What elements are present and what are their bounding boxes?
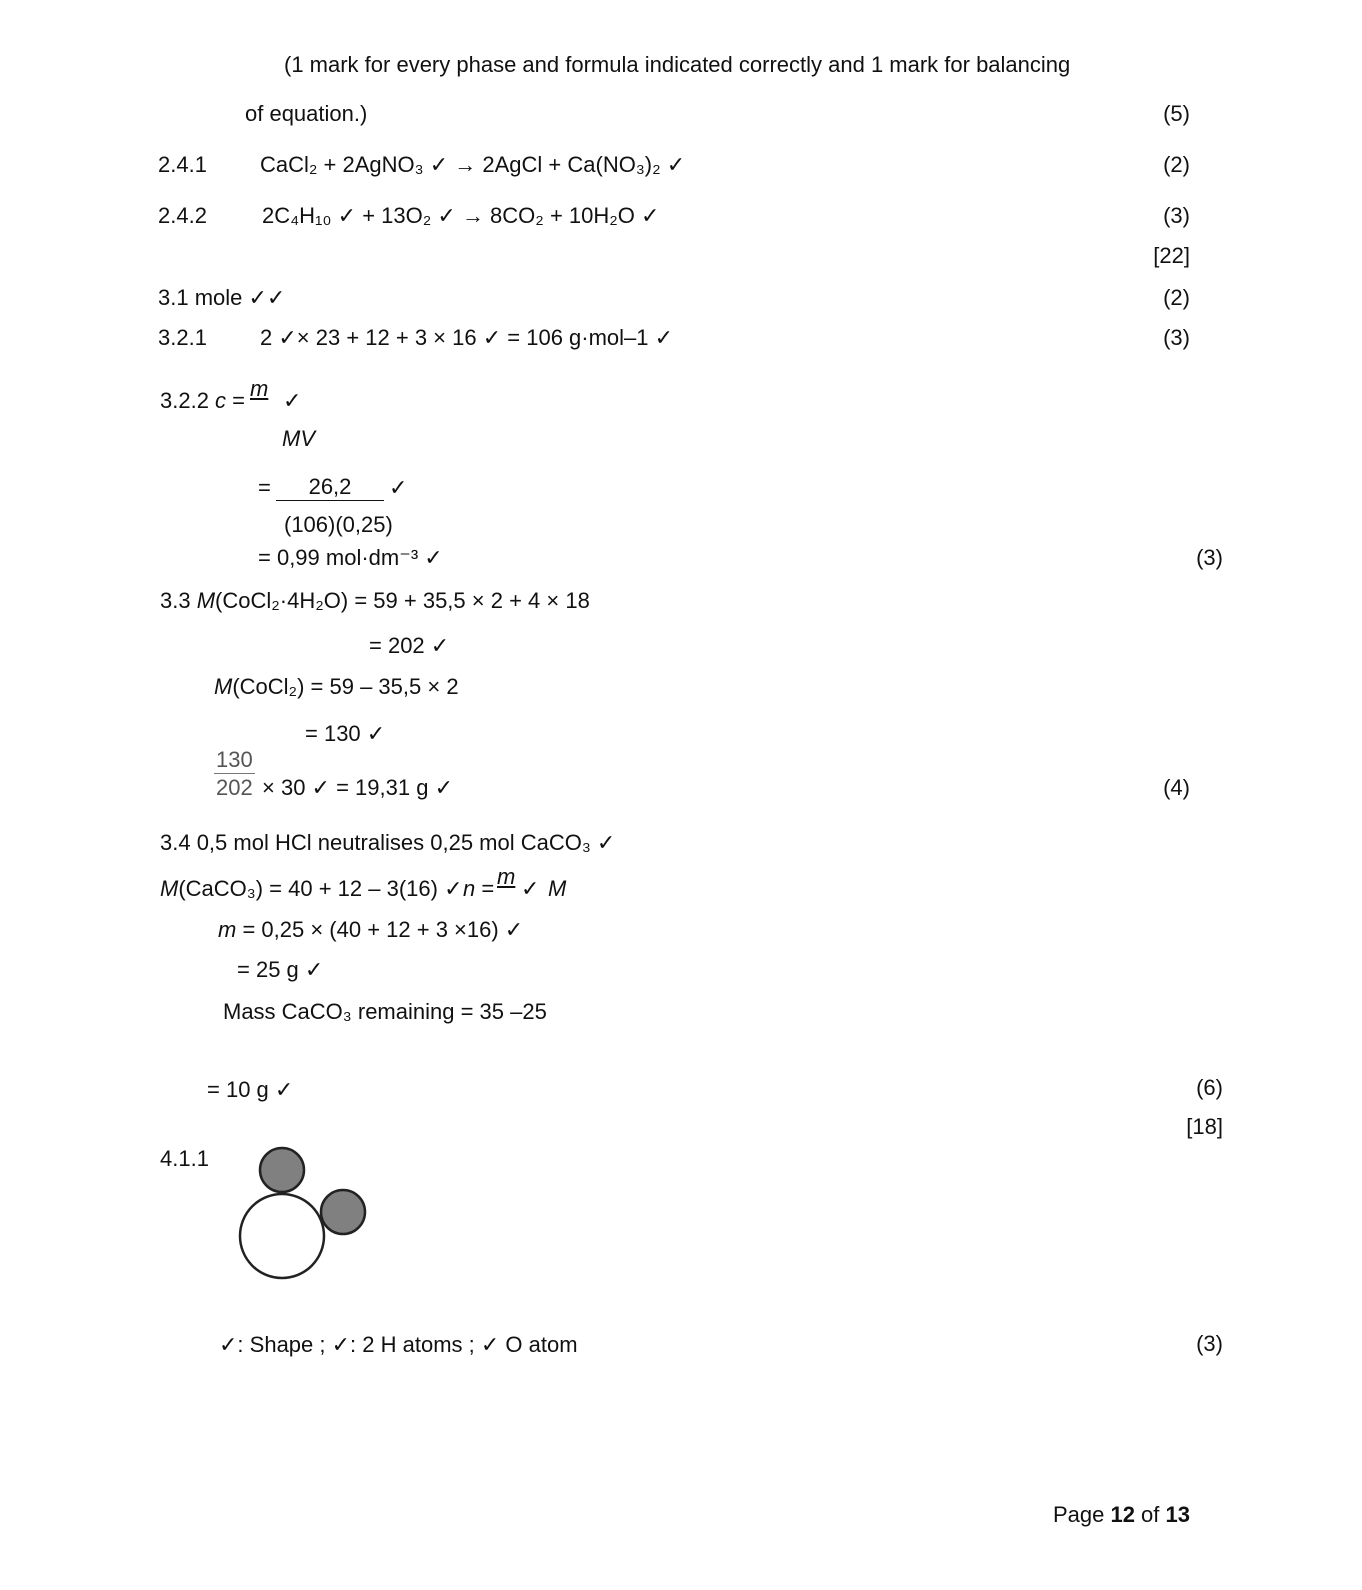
- n-check: ✓: [521, 876, 540, 901]
- answer-3-3-line1: [160, 590, 590, 612]
- var-m-n: m: [497, 864, 516, 889]
- result-3-2-2: = 0,99 mol·dm⁻³ ✓: [258, 545, 443, 570]
- question-label-4-1-1: 4.1.1: [160, 1146, 209, 1171]
- total-question-3: [18]: [1186, 1114, 1223, 1139]
- marks-2-4-2: (3): [1163, 203, 1190, 228]
- answer-3-4-line3: [218, 919, 523, 941]
- oxygen-atom: [240, 1194, 324, 1278]
- var-M-1: M: [196, 588, 216, 613]
- equals-sign: =: [258, 475, 271, 500]
- page-mid: of: [1134, 1502, 1166, 1527]
- rest-3-3-line1: (CoCl₂·4H₂O) = 59 + 35,5 × 2 + 4 × 18: [215, 588, 590, 613]
- answer-3-4-line2: [160, 878, 463, 900]
- marks-3-2-1: (3): [1163, 325, 1190, 350]
- hydrogen-atom-top: [260, 1148, 304, 1192]
- var-M-2: M: [214, 674, 233, 699]
- marks-3-3: (4): [1163, 775, 1190, 800]
- marks-4-1-1: (3): [1196, 1331, 1223, 1356]
- answer-3-3-line5: × 30 ✓ = 19,31 g ✓: [262, 775, 453, 800]
- marks-3-2-2: (3): [1196, 545, 1223, 570]
- question-label-2-4-2: 2.4.2: [158, 203, 207, 228]
- fraction-numerator-26-2: 26,2: [276, 476, 384, 501]
- var-m: m: [250, 376, 269, 401]
- page-total: 13: [1165, 1502, 1190, 1527]
- rest-3-4-line2: (CaCO₃) = 40 + 12 – 3(16) ✓: [178, 876, 463, 901]
- var-M-3: M: [160, 876, 179, 901]
- n-denominator: [548, 878, 566, 900]
- marks-2-4-1: (2): [1163, 152, 1190, 177]
- prefix-3-3: 3.3: [160, 588, 197, 613]
- marking-note-line2: of equation.): [245, 101, 368, 126]
- page-number: [1053, 1504, 1190, 1526]
- answer-3-3-line2: = 202 ✓: [369, 633, 450, 658]
- prefix-3-2-2: 3.2.2: [160, 388, 216, 413]
- numerator-m: [250, 378, 268, 400]
- rest-3-3-line3: (CoCl₂) = 59 – 35,5 × 2: [232, 674, 459, 699]
- answer-3-4-line6: = 10 g ✓: [207, 1077, 294, 1102]
- marks-3-1: (2): [1163, 285, 1190, 310]
- var-m-3-4: m: [218, 917, 237, 942]
- answer-3-3-line4: = 130 ✓: [305, 721, 386, 746]
- var-M-n: M: [548, 876, 567, 901]
- caption-4-1-1: ✓: Shape ; ✓: 2 H atoms ; ✓ O atom: [219, 1332, 578, 1357]
- marking-note-line1: (1 mark for every phase and formula indicated correctly and 1 mark for balancing: [284, 52, 1071, 77]
- answer-3-4-line1: 3.4 0,5 mol HCl neutralises 0,25 mol CaCO₃ ✓: [160, 830, 616, 855]
- question-label-2-4-1: 2.4.1: [158, 152, 207, 177]
- question-label-3-2-1: 3.2.1: [158, 325, 207, 350]
- n-eq: =: [475, 876, 495, 901]
- eq-sign: =: [226, 388, 246, 413]
- rest-3-4-line3: = 0,25 × (40 + 12 + 3 ×16) ✓: [236, 917, 524, 942]
- fraction-denominator: (106)(0,25): [284, 512, 393, 537]
- equation-2-4-1: CaCl₂ + 2AgNO₃ ✓ → 2AgCl + Ca(NO₃)₂ ✓: [260, 152, 686, 177]
- equation-2-4-2: 2C₄H₁₀ ✓ + 13O₂ ✓ → 8CO₂ + 10H₂O ✓: [262, 203, 660, 228]
- page-prefix: Page: [1052, 1502, 1111, 1527]
- water-molecule-diagram: [230, 1140, 375, 1285]
- answer-3-3-line3: [214, 676, 459, 698]
- formula-3-2-2: [160, 390, 245, 412]
- answer-3-1: 3.1 mole ✓✓: [158, 285, 286, 310]
- var-mv: MV: [282, 426, 315, 451]
- fraction-202: 202: [216, 775, 253, 800]
- answer-3-4-line5: Mass CaCO₃ remaining = 35 –25: [223, 999, 547, 1024]
- fraction-130: 130: [216, 747, 253, 772]
- page-current: 12: [1110, 1502, 1135, 1527]
- check-mark-1: ✓: [283, 388, 302, 413]
- marks-3-4: (6): [1196, 1075, 1223, 1100]
- var-c: c: [215, 388, 227, 413]
- n-formula: [463, 878, 494, 900]
- total-question-2: [22]: [1153, 243, 1190, 268]
- check-mark-2: ✓: [389, 475, 408, 500]
- n-numerator: [497, 866, 515, 888]
- var-n: n: [463, 876, 476, 901]
- marks-top: (5): [1163, 101, 1190, 126]
- answer-3-4-line4: = 25 g ✓: [237, 957, 324, 982]
- answer-3-2-1: 2 ✓× 23 + 12 + 3 × 16 ✓ = 106 g·mol–1 ✓: [260, 325, 674, 350]
- hydrogen-atom-side: [321, 1190, 365, 1234]
- denominator-mv: [282, 428, 315, 450]
